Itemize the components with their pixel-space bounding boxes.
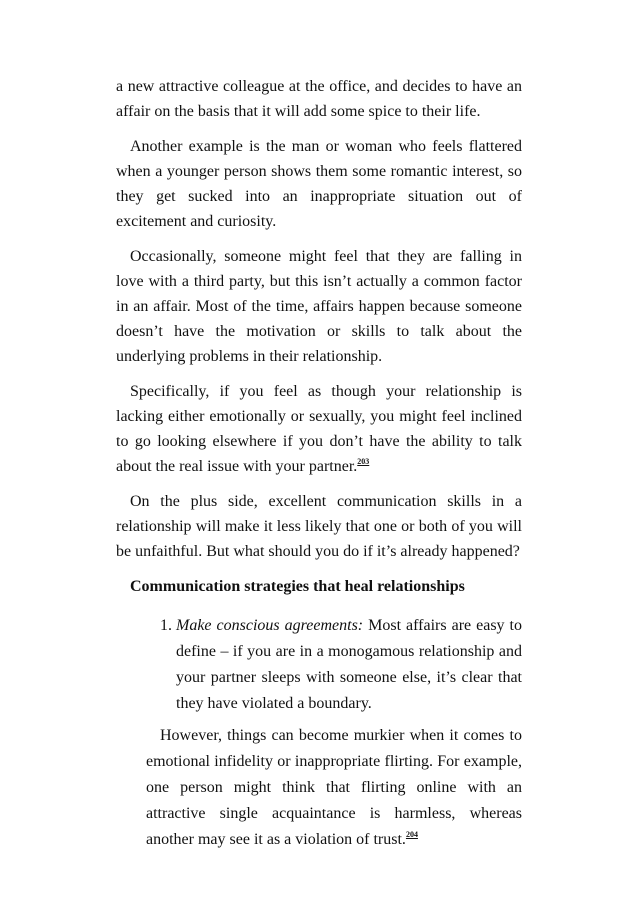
- footnote-ref[interactable]: 204: [405, 830, 418, 839]
- paragraph-text: However, things can become murkier when it comes to emotional infidelity or inappropriate flirting. For example, one person might think that flirting online with an attractive single acquaintance is harmless, whereas another may see it as a violation of trust.: [146, 727, 522, 848]
- numbered-list: [116, 613, 522, 717]
- list-item-lead: Make conscious agreements:: [176, 617, 364, 634]
- paragraph: [146, 723, 522, 853]
- paragraph: On the plus side, excellent communication skills in a relationship will make it less likely that one or both of you will be unfaithful. But what should you do if it’s already happened?: [116, 493, 522, 560]
- section-heading: Communication strategies that heal relationships: [130, 578, 465, 595]
- paragraph: Another example is the man or woman who feels flattered when a younger person shows them some romantic interest, so they get sucked into an inappropriate situation out of excitement and curiosity.: [116, 138, 522, 230]
- paragraph-text: Specifically, if you feel as though your relationship is lacking either emotionally or sexually, you might feel inclined to go looking elsewhere if you don’t have the ability to talk about the real issue with your partner.: [116, 383, 522, 475]
- list-number: 1.: [160, 617, 172, 634]
- paragraph: [116, 379, 522, 479]
- page-body: [116, 74, 522, 863]
- paragraph: a new attractive colleague at the office, and decides to have an affair on the basis that it will add some spice to their life.: [116, 78, 522, 120]
- list-item: [116, 613, 522, 717]
- list-item-text: Most affairs are easy to define – if you are in a monogamous relationship and your partner sleeps with someone else, it’s clear that they have violated a boundary.: [176, 617, 522, 712]
- footnote-ref[interactable]: 203: [357, 457, 370, 466]
- paragraph: Occasionally, someone might feel that they are falling in love with a third party, but this isn’t actually a common factor in an affair. Most of the time, affairs happen because someone doesn’t have the motivation or skills to talk about the underlying problems in their relationship.: [116, 248, 522, 365]
